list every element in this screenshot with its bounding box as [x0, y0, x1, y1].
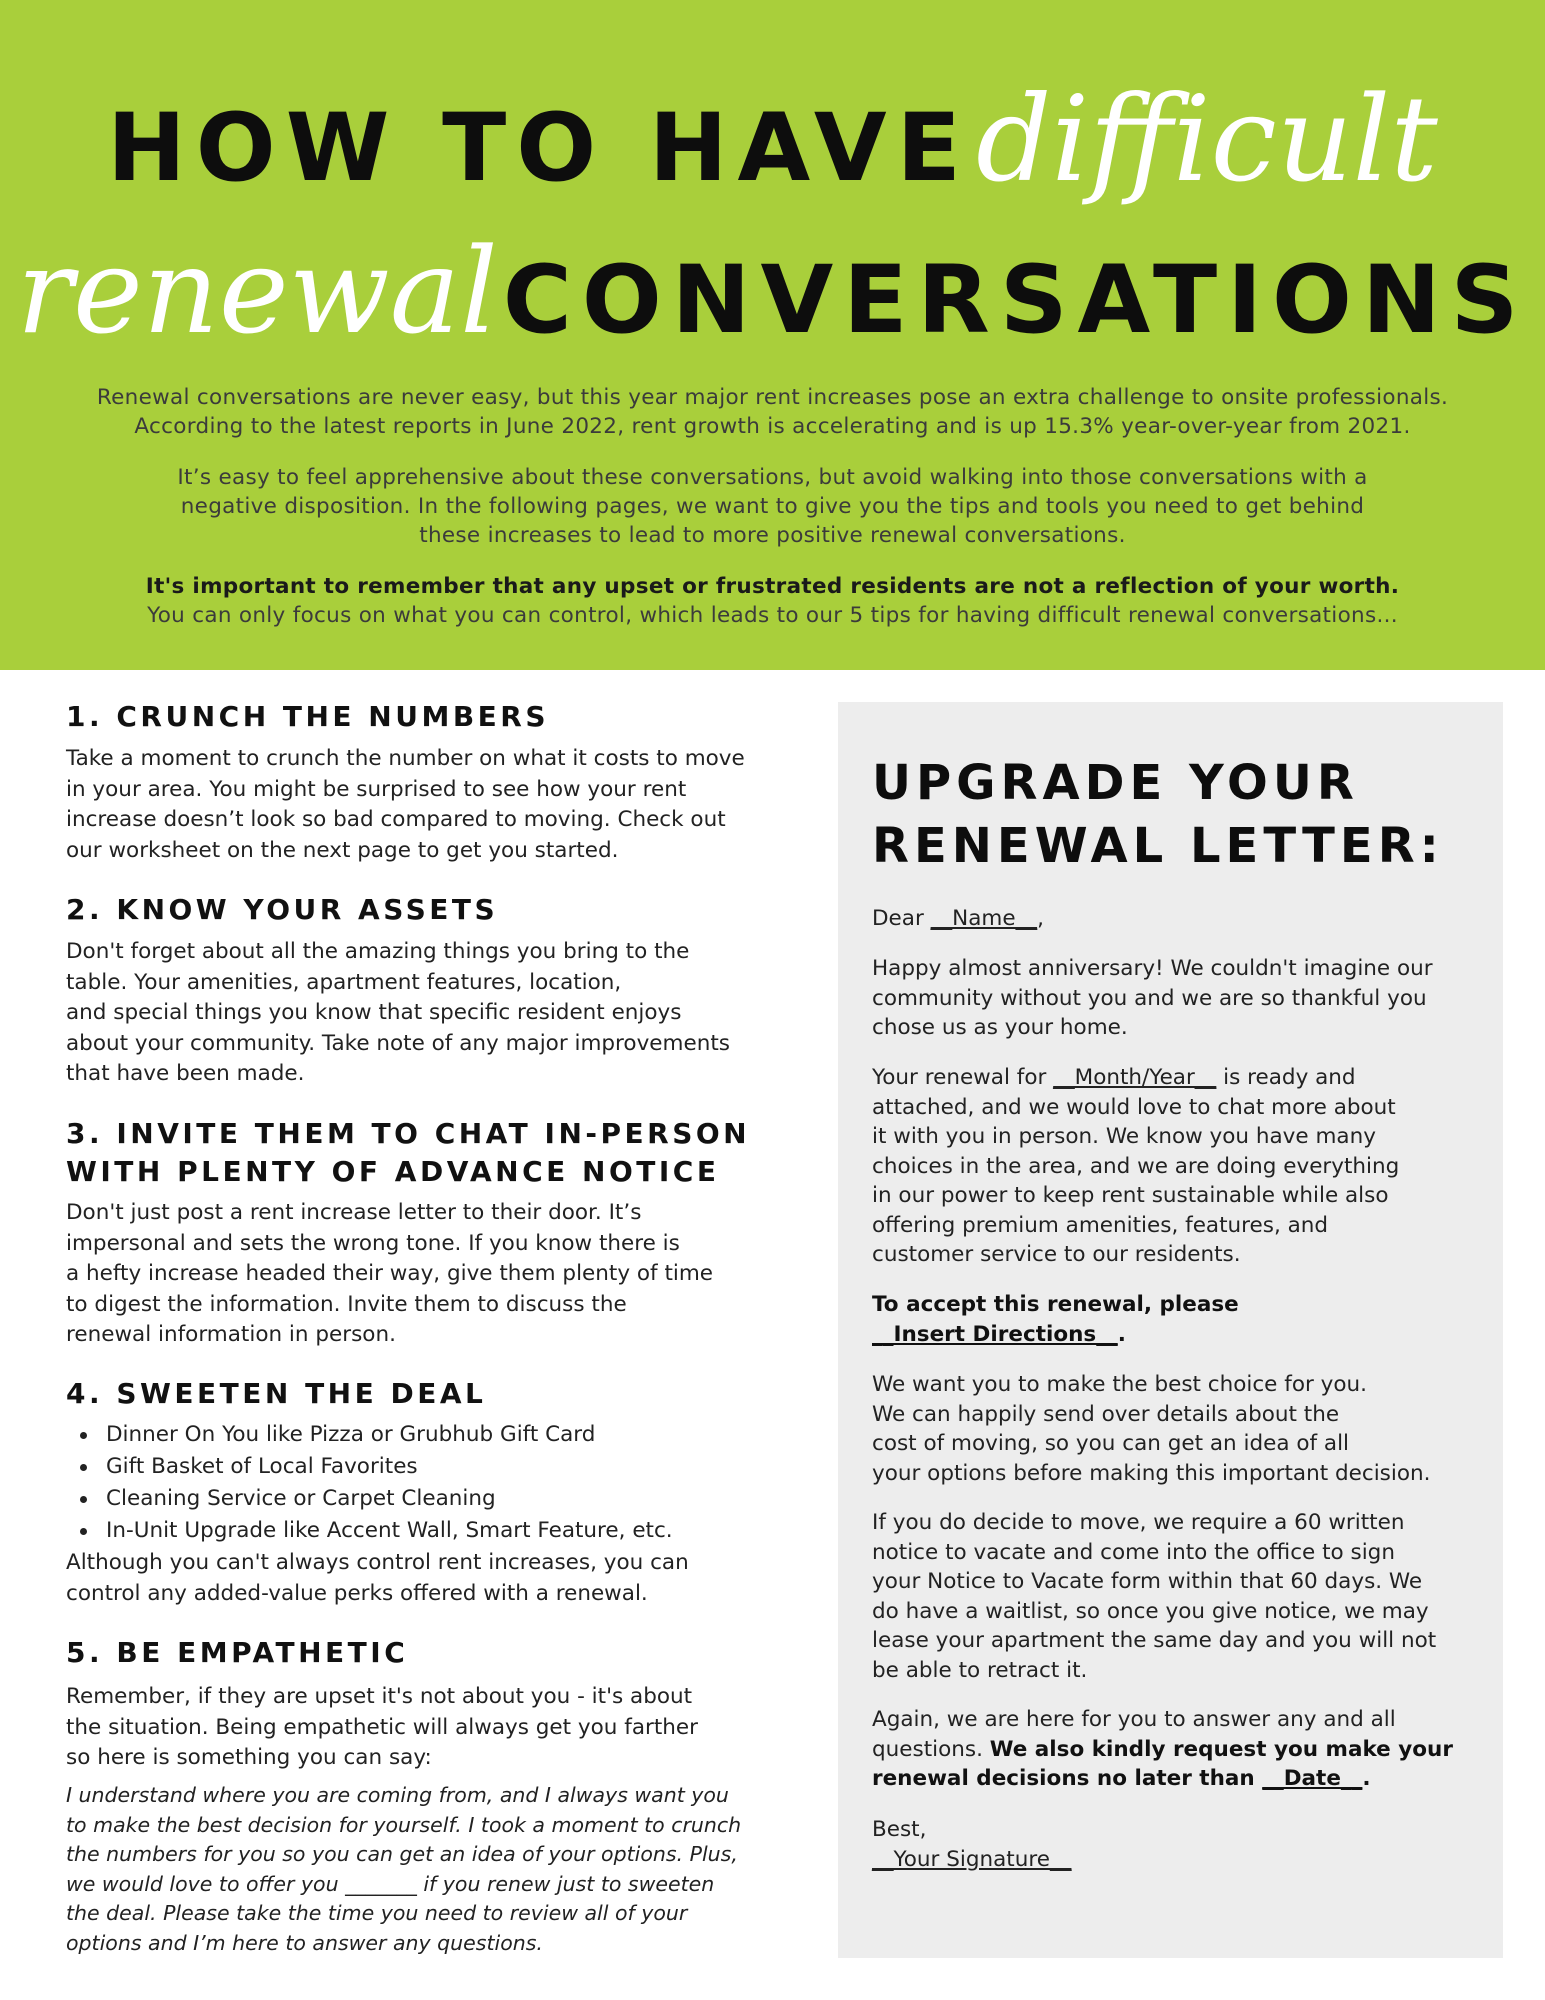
list-item: Cleaning Service or Carpet Cleaning — [66, 1483, 766, 1515]
body-line: Although you can't always control rent increases, you can — [66, 1550, 689, 1575]
letter-line — [872, 1320, 1482, 1350]
renewal-letter-title-line-1: UPGRADE YOUR — [872, 755, 1359, 811]
salutation-punct: , — [1037, 906, 1044, 931]
list-item: In-Unit Upgrade like Accent Wall, Smart Feature, etc. — [66, 1515, 766, 1547]
tip-5-example-quote — [66, 1781, 766, 1958]
letter-line — [872, 1735, 1482, 1765]
body-line: that have been made. — [66, 1061, 305, 1086]
tip-3-body — [66, 1198, 766, 1351]
letter-line: If you do decide to move, we require a 60 written — [872, 1510, 1405, 1535]
tip-5-body — [66, 1682, 766, 1774]
body-line: Take a moment to crunch the number on what it costs to move — [66, 746, 745, 771]
body-line: a hefty increase headed their way, give them plenty of time — [66, 1261, 714, 1286]
letter-punct: . — [1362, 1766, 1371, 1791]
letter-punct: . — [1117, 1321, 1126, 1347]
renewal-letter-title — [872, 752, 1472, 878]
intro-line: You can only focus on what you can control, which leads to our 5 tips for having difficult renewal conversations... — [147, 603, 1398, 628]
salutation-text: Dear — [872, 906, 931, 931]
letter-line: To accept this renewal, please — [872, 1292, 1239, 1317]
body-line: table. Your amenities, apartment features, location, — [66, 969, 622, 995]
tip-4-bullet-list — [66, 1419, 766, 1547]
tip-1-heading: 1. CRUNCH THE NUMBERS — [66, 700, 550, 733]
letter-line: We can happily send over details about the — [872, 1401, 1340, 1427]
body-line: renewal information in person. — [66, 1322, 396, 1347]
directions-placeholder: __Insert Directions__ — [872, 1321, 1118, 1347]
letter-line — [872, 1764, 1482, 1794]
title-bold-conversations: CONVERSATIONS — [502, 246, 1529, 355]
quote-line: options and I’m here to answer any questions. — [66, 1930, 543, 1955]
list-item: Gift Basket of Local Favorites — [66, 1451, 766, 1483]
letter-text: Your renewal for — [872, 1065, 1054, 1090]
closing-text: Best, — [872, 1817, 927, 1842]
title-line-2 — [0, 222, 1545, 360]
body-line: to digest the information. Invite them to discuss the — [66, 1291, 627, 1317]
intro-line: negative disposition. In the following pages, we want to give you the tips and tools you need to get behind — [180, 494, 1365, 519]
letter-line: chose us as your home. — [872, 1015, 1128, 1040]
letter-line: notice to vacate and come into the office to sign — [872, 1539, 1395, 1565]
date-placeholder: __Date__ — [1262, 1766, 1363, 1791]
title-line-1 — [0, 70, 1545, 208]
letter-line: in our power to keep rent sustainable while also — [872, 1183, 1389, 1208]
letter-paragraph-4 — [872, 1370, 1482, 1488]
letter-line: Happy almost anniversary! We couldn't imagine our — [872, 956, 1433, 981]
name-placeholder: __Name__ — [930, 906, 1038, 931]
body-line: our worksheet on the next page to get you started. — [66, 837, 619, 863]
quote-line: to make the best decision for yourself. I took a moment to crunch — [66, 1812, 742, 1837]
intro-emphasis: It's important to remember that any upset or frustrated residents are not a reflection of your worth. — [145, 574, 1400, 599]
list-item: Dinner On You like Pizza or Grubhub Gift Card — [66, 1419, 766, 1451]
tip-1-body — [66, 744, 766, 866]
signature-placeholder: __Your Signature__ — [872, 1846, 1072, 1872]
renewal-letter-title-line-2: RENEWAL LETTER: — [872, 818, 1444, 874]
letter-line: attached, and we would love to chat more about — [872, 1094, 1396, 1120]
tip-4-body — [66, 1548, 766, 1609]
title-bold-how-to-have: HOW TO HAVE — [107, 94, 971, 203]
header-banner — [0, 0, 1545, 670]
body-line: Don't just post a rent increase letter to their door. It’s — [66, 1200, 642, 1225]
tip-2-body — [66, 937, 766, 1090]
intro-paragraph-1 — [60, 383, 1485, 441]
letter-line: cost of moving, so you can get an idea of all — [872, 1431, 1350, 1456]
body-line: in your area. You might be surprised to see how your rent — [66, 776, 687, 802]
intro-paragraph-3 — [60, 572, 1485, 630]
letter-line: your options before making this important decision. — [872, 1460, 1431, 1486]
body-line: and special things you know that specific resident enjoys — [66, 1000, 682, 1025]
body-line: so here is something you can say: — [66, 1745, 432, 1770]
letter-line — [872, 1063, 1482, 1093]
letter-text: is ready and — [1216, 1065, 1356, 1090]
tip-3-heading — [66, 1115, 750, 1191]
quote-line: I understand where you are coming from, and I always want you — [66, 1783, 729, 1807]
letter-line: customer service to our residents. — [872, 1242, 1241, 1267]
letter-paragraph-1 — [872, 954, 1482, 1043]
body-line: the situation. Being empathetic will always get you farther — [66, 1714, 698, 1740]
letter-line: community without you and we are so thankful you — [872, 985, 1427, 1011]
body-line: increase doesn’t look so bad compared to moving. Check out — [66, 807, 726, 832]
tip-5-heading: 5. BE EMPATHETIC — [66, 1636, 409, 1669]
title-script-difficult: difficult — [975, 70, 1438, 208]
letter-paragraph-6 — [872, 1705, 1482, 1794]
tip-2-heading: 2. KNOW YOUR ASSETS — [66, 893, 499, 926]
letter-line: choices in the area, and we are doing everything — [872, 1153, 1400, 1179]
body-line: about your community. Take note of any major improvements — [66, 1030, 730, 1056]
letter-line: lease your apartment the same day and you will not — [872, 1628, 1437, 1653]
body-line: Remember, if they are upset it's not about you - it's about — [66, 1684, 693, 1709]
intro-line: It’s easy to feel apprehensive about these conversations, but avoid walking into those conversations with a — [177, 465, 1368, 490]
letter-line: Again, we are here for you to answer any and all — [872, 1707, 1396, 1732]
letter-paragraph-5 — [872, 1508, 1482, 1685]
letter-line: be able to retract it. — [872, 1657, 1088, 1683]
letter-line: your Notice to Vacate form within that 60 days. We — [872, 1569, 1423, 1594]
letter-closing — [872, 1815, 1482, 1874]
letter-salutation — [872, 904, 1482, 934]
title-script-renewal: renewal — [16, 222, 498, 360]
quote-line: the deal. Please take the time you need to review all of your — [66, 1901, 688, 1925]
quote-line: we would love to offer you _______ if you renew just to sweeten — [66, 1871, 715, 1896]
tip-3-heading-line-2: WITH PLENTY OF ADVANCE NOTICE — [66, 1155, 720, 1188]
body-line: Don't forget about all the amazing things you bring to the — [66, 939, 690, 964]
intro-paragraph-2 — [60, 463, 1485, 550]
body-line: impersonal and sets the wrong tone. If you know there is — [66, 1230, 680, 1256]
intro-line: According to the latest reports in June 2022, rent growth is accelerating and is up 15.3% year-over-year from 2021. — [134, 414, 1411, 439]
quote-line: the numbers for you so you can get an idea of your options. Plus, — [66, 1842, 738, 1866]
tip-3-heading-line-1: 3. INVITE THEM TO CHAT IN-PERSON — [66, 1117, 751, 1150]
intro-line: these increases to lead to more positive renewal conversations. — [419, 523, 1126, 548]
tip-4-heading: 4. SWEETEN THE DEAL — [66, 1377, 487, 1410]
letter-text: questions. — [872, 1736, 990, 1762]
letter-emphasis: renewal decisions no later than — [872, 1766, 1263, 1791]
letter-line: do have a waitlist, so once you give notice, we may — [872, 1598, 1429, 1624]
letter-paragraph-3 — [872, 1290, 1482, 1349]
letter-line: We want you to make the best choice for you. — [872, 1372, 1367, 1397]
letter-line: it with you in person. We know you have many — [872, 1124, 1376, 1149]
letter-emphasis: We also kindly request you make your — [989, 1736, 1453, 1762]
letter-paragraph-2 — [872, 1063, 1482, 1270]
intro-line: Renewal conversations are never easy, but this year major rent increases pose an extra challenge to onsite professionals. — [96, 385, 1449, 410]
month-year-placeholder: __Month/Year__ — [1053, 1065, 1217, 1090]
letter-line: offering premium amenities, features, and — [872, 1212, 1329, 1238]
body-line: control any added-value perks offered with a renewal. — [66, 1580, 648, 1606]
